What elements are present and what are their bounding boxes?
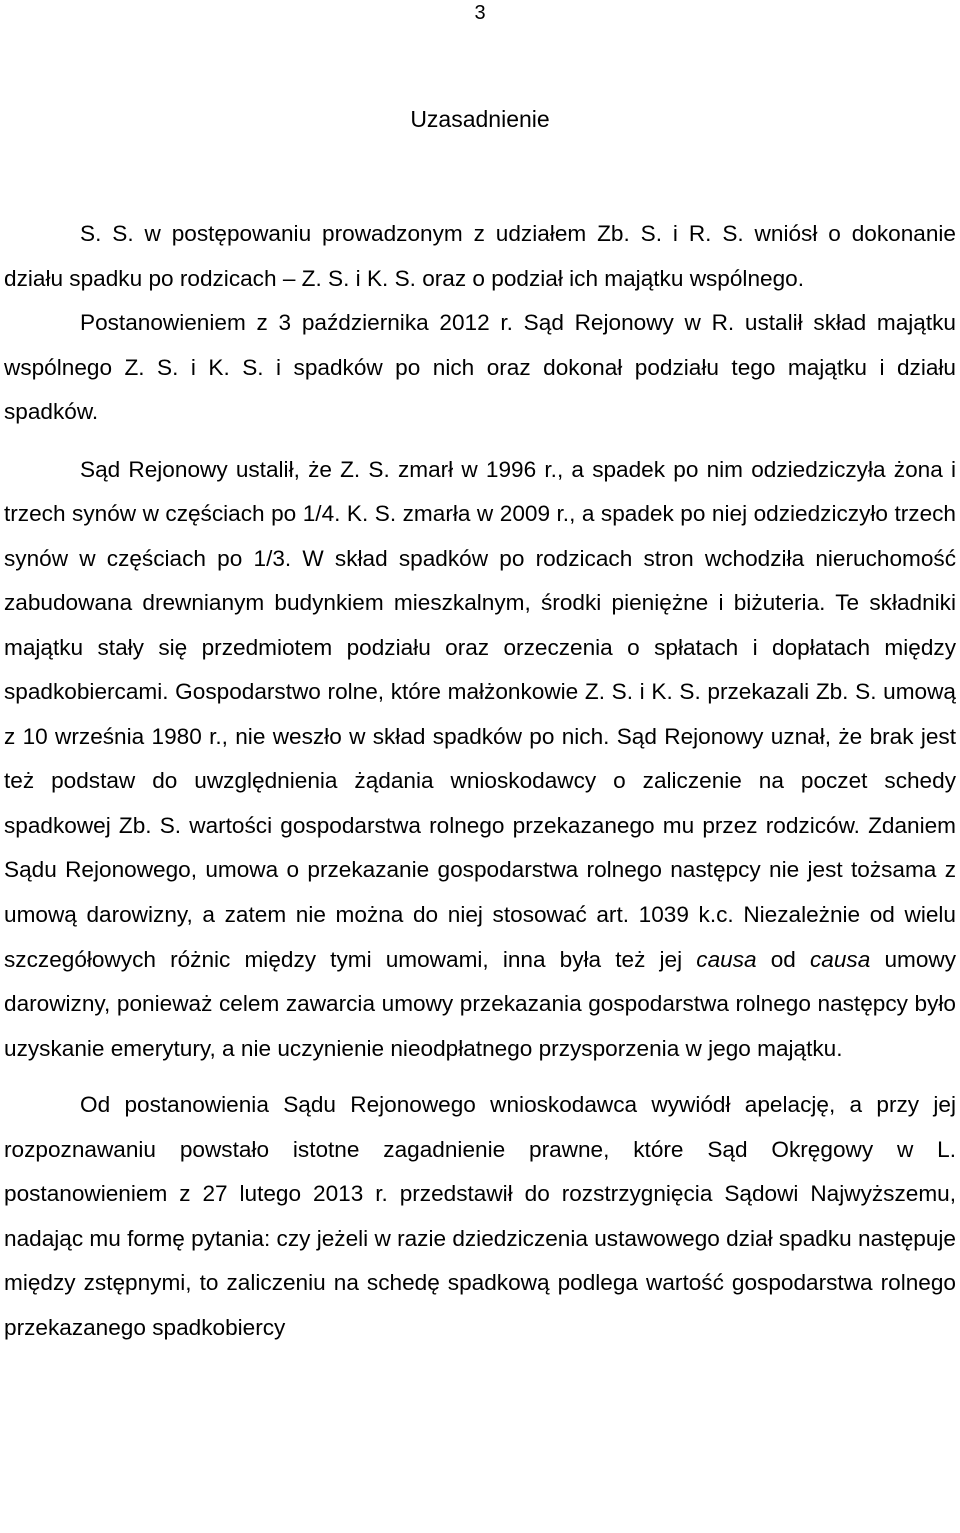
paragraph-2: Postanowieniem z 3 października 2012 r. Sąd Rejonowy w R. ustalił skład majątku wspólnego Z. S. i K. S. i spadków po nich oraz dokonał podziału tego majątku i działu spadków. bbox=[4, 310, 956, 424]
paragraph-3-text-b: od bbox=[770, 946, 796, 972]
paragraph-3-text-a: Sąd Rejonowy ustalił, że Z. S. zmarł w 1996 r., a spadek po nim odziedziczyła żona i trzech synów w częściach po 1/4. K. S. zmarła w 2009 r., a spadek po niej odziedziczyło trzech synów w częściach po 1/3. W skład spadków po rodzicach stron wchodziła nieruchomość zabudowana drewnianym budynkiem mieszkalnym, środki pieniężne i biżuteria. Te składniki majątku stały się przedmiotem podziału oraz orzeczenia o spłatach i dopłatach między spadkobiercami. Gospodarstwo rolne, które małżonkowie Z. S. i K. S. przekazali Zb. S. umową z 10 września 1980 r., nie weszło w skład spadków po nich. Sąd Rejonowy uznał, że brak jest też podstaw do uwzględnienia żądania wnioskodawcy o zaliczenie na poczet schedy spadkowej Zb. S. wartości gospodarstwa rolnego przekazanego mu przez rodziców. Zdaniem Sądu Rejonowego, umowa o przekazanie gospodarstwa rolnego następcy nie jest tożsama z umową darowizny, a zatem nie można do niej stosować art. 1039 k.c. Niezależnie od wielu szczegółowych różnic między tymi umowami, inna była też jej bbox=[4, 456, 956, 972]
document-body bbox=[4, 212, 956, 1350]
italic-term-causa: causa bbox=[810, 946, 871, 972]
italic-term-causa: causa bbox=[696, 946, 757, 972]
paragraph-4: Od postanowienia Sądu Rejonowego wnioskodawca wywiódł apelację, a przy jej rozpoznawaniu powstało istotne zagadnienie prawne, które Sąd Okręgowy w L. postanowieniem z 27 lutego 2013 r. przedstawił do rozstrzygnięcia Sądowi Najwyższemu, nadając mu formę pytania: czy jeżeli w razie dziedziczenia ustawowego dział spadku następuje między zstępnymi, to zaliczeniu na schedę spadkową podlega wartość gospodarstwa rolnego przekazanego spadkobiercy bbox=[4, 1092, 956, 1340]
document-heading: Uzasadnienie bbox=[410, 106, 550, 132]
paragraph-1: S. S. w postępowaniu prowadzonym z udziałem Zb. S. i R. S. wniósł o dokonanie działu spadku po rodzicach – Z. S. i K. S. oraz o podział ich majątku wspólnego. bbox=[4, 221, 956, 291]
page-number: 3 bbox=[474, 2, 486, 24]
paragraph-3-text-c: umowy darowizny, ponieważ celem zawarcia umowy przekazania gospodarstwa rolnego następcy było uzyskanie emerytury, a nie uczynienie nieodpłatnego przysporzenia w jego majątku. bbox=[4, 946, 957, 1061]
paragraph-3 bbox=[4, 448, 956, 1072]
